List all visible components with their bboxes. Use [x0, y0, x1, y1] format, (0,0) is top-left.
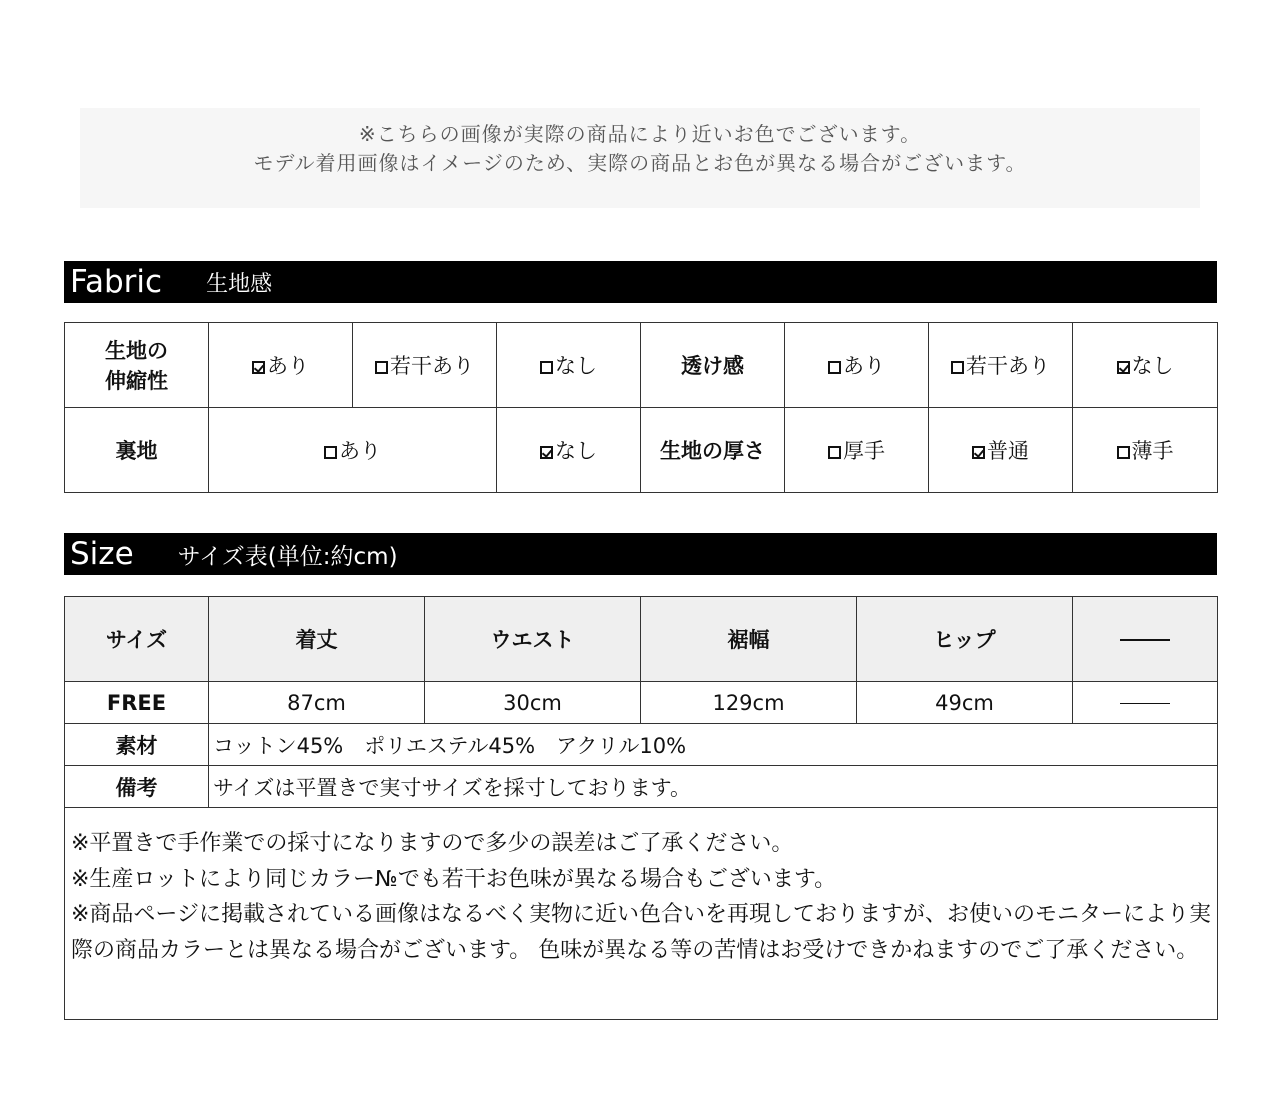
notice-line-1: ※こちらの画像が実際の商品により近いお色でございます。	[358, 122, 922, 146]
stretch-option-0	[209, 323, 353, 408]
material-label: 素材	[65, 724, 209, 766]
checkbox-icon	[1117, 446, 1130, 459]
size-title-jp: サイズ表(単位:約cm)	[177, 543, 398, 570]
checkbox-icon	[828, 361, 841, 374]
thickness-option-0	[785, 408, 929, 493]
header-length: 着丈	[209, 597, 425, 682]
size-table	[64, 596, 1218, 1020]
fabric-table	[64, 322, 1218, 493]
checkbox-icon	[252, 361, 265, 374]
value-waist: 30cm	[425, 682, 641, 724]
option-label: なし	[555, 354, 597, 378]
option-label: 薄手	[1131, 439, 1174, 463]
note-3: ※商品ページに掲載されている画像はなるべく実物に近い色合いを再現しておりますが、お使いのモニターにより実際の商品カラーとは異なる場合がございます。 色味が異なる等の苦情はお受けできかねますのでご了承ください。	[71, 902, 1211, 963]
fabric-title-en: Fabric	[70, 264, 163, 300]
size-title-en: Size	[70, 536, 134, 572]
notes-cell	[65, 808, 1218, 1020]
thickness-option-2	[1073, 408, 1218, 493]
option-label: 若干あり	[966, 354, 1050, 378]
sheer-option-1	[929, 323, 1073, 408]
lining-label: 裏地	[65, 408, 209, 493]
checkbox-icon	[324, 446, 337, 459]
header-blank	[1073, 597, 1218, 682]
thickness-label: 生地の厚さ	[641, 408, 785, 493]
checkbox-icon	[1117, 361, 1130, 374]
header-hem-width: 裾幅	[641, 597, 857, 682]
option-label: なし	[1131, 354, 1174, 378]
thickness-option-1	[929, 408, 1073, 493]
option-label: 若干あり	[390, 354, 474, 378]
option-label: あり	[267, 354, 309, 378]
checkbox-icon	[375, 361, 388, 374]
value-hem-width: 129cm	[641, 682, 857, 724]
fabric-title-jp: 生地感	[206, 271, 273, 297]
sheer-option-0	[785, 323, 929, 408]
header-hip: ヒップ	[857, 597, 1073, 682]
fabric-section-header	[64, 261, 1217, 303]
color-notice	[80, 108, 1200, 208]
size-section-header	[64, 533, 1217, 575]
note-1: ※平置きで手作業での採寸になりますので多少の誤差はご了承ください。	[71, 831, 794, 856]
checkbox-icon	[828, 446, 841, 459]
notice-line-2: モデル着用画像はイメージのため、実際の商品とお色が異なる場合がございます。	[253, 151, 1027, 175]
stretch-label-line-2: 伸縮性	[105, 369, 168, 393]
material-value: コットン45% ポリエステル45% アクリル10%	[209, 724, 1218, 766]
dash-mark	[1120, 639, 1170, 641]
size-free: FREE	[65, 682, 209, 724]
value-length: 87cm	[209, 682, 425, 724]
stretch-option-2	[497, 323, 641, 408]
lining-option-1	[497, 408, 641, 493]
value-blank	[1073, 682, 1218, 724]
header-waist: ウエスト	[425, 597, 641, 682]
lining-option-0	[209, 408, 497, 493]
checkbox-icon	[540, 361, 553, 374]
sheer-option-2	[1073, 323, 1218, 408]
value-hip: 49cm	[857, 682, 1073, 724]
header-size: サイズ	[65, 597, 209, 682]
sheer-label: 透け感	[641, 323, 785, 408]
option-label: 厚手	[843, 439, 885, 463]
option-label: あり	[339, 439, 381, 463]
option-label: あり	[843, 354, 885, 378]
checkbox-icon	[951, 361, 964, 374]
option-label: なし	[555, 439, 597, 463]
dash-mark	[1120, 703, 1170, 704]
note-2: ※生産ロットにより同じカラー№でも若干お色味が異なる場合もございます。	[71, 866, 837, 892]
stretch-label-line-1: 生地の	[105, 339, 168, 363]
stretch-label	[65, 323, 209, 408]
stretch-option-1	[353, 323, 497, 408]
option-label: 普通	[987, 439, 1029, 463]
checkbox-icon	[972, 446, 985, 459]
remarks-value: サイズは平置きで実寸サイズを採寸しております。	[209, 766, 1218, 808]
checkbox-icon	[540, 446, 553, 459]
remarks-label: 備考	[65, 766, 209, 808]
